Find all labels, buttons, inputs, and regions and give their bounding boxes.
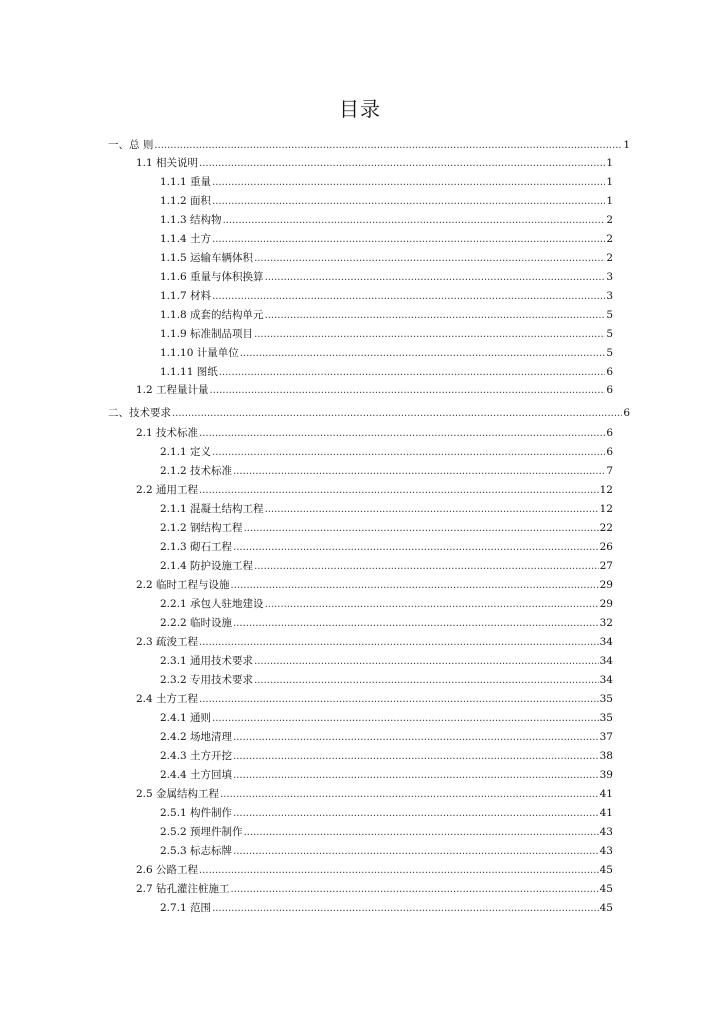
toc-leader-dots [199,426,605,442]
toc-entry-page-number: 34 [599,636,613,648]
toc-entry-label: 2.2.2 临时设施 [160,617,233,629]
toc-leader-dots [265,270,606,286]
toc-leader-dots [231,882,599,898]
toc-entry-page-number: 6 [606,427,613,439]
toc-entry[interactable] [160,615,613,631]
toc-entry[interactable] [136,634,613,650]
toc-entry[interactable] [160,558,613,574]
toc-entry[interactable] [160,653,613,669]
toc-entry[interactable] [136,155,613,171]
toc-entry[interactable] [160,174,613,190]
toc-leader-dots [254,251,605,267]
toc-entry-page-number: 43 [599,845,613,857]
toc-entry[interactable] [136,482,613,498]
toc-entry-label: 1.1.4 土方 [160,233,212,245]
toc-entry-page-number: 34 [599,655,613,667]
toc-entry-label: 2.5.2 预埋件制作 [160,826,243,838]
toc-entry[interactable] [160,463,613,479]
toc-entry-page-number: 35 [599,693,613,705]
toc-leader-dots [233,540,599,556]
toc-leader-dots [210,383,606,399]
toc-leader-dots [212,194,605,210]
toc-entry-label: 2.3 疏浚工程 [136,636,199,648]
toc-leader-dots [212,711,599,727]
toc-entry[interactable] [160,250,613,266]
toc-entry-page-number: 3 [606,271,613,283]
toc-entry-page-number: 35 [599,712,613,724]
toc-leader-dots [199,692,599,708]
toc-entry-page-number: 1 [606,157,613,169]
toc-entry[interactable] [160,843,613,859]
toc-leader-dots [254,673,599,689]
toc-entry[interactable] [160,520,613,536]
toc-entry-page-number: 12 [599,484,613,496]
toc-entry-label: 1.1.6 重量与体积换算 [160,271,264,283]
page-title: 目录 [339,97,381,121]
toc-entry-label: 1.1.5 运输车辆体积 [160,252,254,264]
toc-entry-label: 2.4.1 通则 [160,712,212,724]
toc-entry-page-number: 6 [623,407,630,419]
toc-entry-label: 2.2 临时工程与设施 [136,579,230,591]
toc-leader-dots [233,768,599,784]
toc-entry[interactable] [160,672,613,688]
toc-leader-dots [220,787,599,803]
toc-entry-page-number: 34 [599,674,613,686]
toc-entry[interactable] [160,212,613,228]
toc-entry[interactable] [160,326,613,342]
toc-entry-page-number: 2 [606,233,613,245]
toc-entry-page-number: 29 [599,579,613,591]
toc-entry-label: 1.1.11 图纸 [160,366,218,378]
toc-entry-page-number: 6 [606,446,613,458]
toc-entry-page-number: 29 [599,598,613,610]
toc-entry-page-number: 12 [599,503,613,515]
toc-entry-label: 2.2 通用工程 [136,484,199,496]
toc-entry[interactable] [160,748,613,764]
toc-entry[interactable] [160,729,613,745]
toc-entry-page-number: 5 [606,309,613,321]
toc-entry-label: 2.5.1 构件制作 [160,807,233,819]
toc-entry-page-number: 45 [599,864,613,876]
toc-leader-dots [240,346,606,362]
toc-entry-label: 2.5 金属结构工程 [136,788,220,800]
toc-entry-page-number: 22 [599,522,613,534]
toc-entry-page-number: 5 [606,347,613,359]
toc-leader-dots [254,654,599,670]
toc-entry-page-number: 26 [599,541,613,553]
toc-entry[interactable] [160,288,613,304]
toc-entry-label: 2.5.3 标志标牌 [160,845,233,857]
toc-entry-label: 2.1 技术标准 [136,427,199,439]
toc-leader-dots [219,365,606,381]
toc-leader-dots [233,749,599,765]
toc-entry[interactable] [108,137,630,153]
toc-leader-dots [199,156,605,172]
toc-entry-page-number: 41 [599,807,613,819]
toc-entry-label: 2.2.1 承包人驻地建设 [160,598,264,610]
toc-entry-page-number: 2 [606,252,613,264]
toc-entry-label: 1.1.10 计量单位 [160,347,239,359]
toc-entry[interactable] [136,691,613,707]
toc-entry-label: 2.3.1 通用技术要求 [160,655,254,667]
toc-entry[interactable] [160,596,613,612]
toc-leader-dots [233,844,599,860]
toc-entry[interactable] [160,444,613,460]
toc-entry-page-number: 1 [606,195,613,207]
toc-entry[interactable] [160,900,613,916]
toc-entry[interactable] [160,539,613,555]
toc-entry-page-number: 37 [599,731,613,743]
toc-entry-page-number: 43 [599,826,613,838]
toc-entry-label: 1.2 工程量计量 [136,384,209,396]
toc-entry-label: 一、总 则 [108,139,154,151]
toc-leader-dots [231,578,599,594]
toc-leader-dots [233,806,599,822]
toc-entry[interactable] [160,824,613,840]
toc-entry-page-number: 7 [606,465,613,477]
toc-entry-label: 2.1.1 定义 [160,446,212,458]
toc-entry[interactable] [160,805,613,821]
toc-entry[interactable] [136,425,613,441]
toc-leader-dots [212,232,605,248]
toc-leader-dots [265,308,606,324]
toc-entry[interactable] [160,767,613,783]
toc-entry[interactable] [108,405,630,421]
toc-entry[interactable] [160,193,613,209]
toc-entry[interactable] [136,786,613,802]
toc-entry-label: 1.1.2 面积 [160,195,212,207]
toc-leader-dots [233,730,599,746]
toc-entry-label: 1.1.3 结构物 [160,214,222,226]
toc-entry-page-number: 45 [599,883,613,895]
toc-entry[interactable] [160,231,613,247]
toc-leader-dots [212,175,605,191]
toc-entry-label: 1.1.8 成套的结构单元 [160,309,264,321]
toc-leader-dots [233,464,605,480]
toc-entry[interactable] [160,269,613,285]
toc-entry-page-number: 1 [606,176,613,188]
toc-leader-dots [244,521,599,537]
toc-leader-dots [212,901,599,917]
toc-entry[interactable] [160,501,613,517]
toc-entry-page-number: 32 [599,617,613,629]
toc-entry-page-number: 3 [606,290,613,302]
toc-leader-dots [212,445,605,461]
toc-entry-label: 2.1.2 钢结构工程 [160,522,243,534]
toc-entry-label: 2.7 钻孔灌注桩施工 [136,883,230,895]
toc-entry[interactable] [160,710,613,726]
toc-leader-dots [199,635,599,651]
toc-leader-dots [212,289,605,305]
toc-entry-label: 2.4 土方工程 [136,693,199,705]
toc-entry[interactable] [136,382,613,398]
toc-entry-label: 2.3.2 专用技术要求 [160,674,254,686]
toc-leader-dots [199,483,599,499]
toc-entry[interactable] [160,364,613,380]
toc-entry-label: 2.6 公路工程 [136,864,199,876]
toc-entry-label: 2.1.3 砌石工程 [160,541,233,553]
toc-entry-page-number: 27 [599,560,613,572]
toc-leader-dots [223,213,606,229]
toc-entry-page-number: 45 [599,902,613,914]
toc-entry[interactable] [136,862,613,878]
toc-entry-label: 2.1.1 混凝土结构工程 [160,503,264,515]
toc-leader-dots [154,138,622,154]
toc-leader-dots [233,616,599,632]
toc-entry-page-number: 1 [623,139,630,151]
toc-entry[interactable] [160,307,613,323]
toc-leader-dots [254,559,599,575]
toc-entry-label: 2.1.2 技术标准 [160,465,233,477]
toc-entry-label: 2.1.4 防护设施工程 [160,560,254,572]
toc-entry-label: 2.4.2 场地清理 [160,731,233,743]
toc-entry-label: 1.1.1 重量 [160,176,212,188]
toc-leader-dots [254,327,605,343]
toc-entry-page-number: 5 [606,328,613,340]
toc-leader-dots [265,597,599,613]
toc-leader-dots [265,502,599,518]
toc-entry[interactable] [136,881,613,897]
toc-entry-page-number: 2 [606,214,613,226]
toc-entry-label: 2.4.4 土方回填 [160,769,233,781]
toc-entry-page-number: 41 [599,788,613,800]
toc-entry-label: 1.1.9 标准制品项目 [160,328,254,340]
toc-entry[interactable] [160,345,613,361]
toc-entry-page-number: 39 [599,769,613,781]
toc-entry[interactable] [136,577,613,593]
toc-leader-dots [199,863,599,879]
toc-leader-dots [172,406,622,422]
toc-entry-label: 1.1.7 材料 [160,290,212,302]
toc-leader-dots [244,825,599,841]
toc-entry-page-number: 6 [606,384,613,396]
toc-entry-label: 2.4.3 土方开挖 [160,750,233,762]
toc-entry-page-number: 6 [606,366,613,378]
toc-entry-label: 2.7.1 范围 [160,902,212,914]
toc-entry-label: 1.1 相关说明 [136,157,199,169]
toc-entry-label: 二、技术要求 [108,407,171,419]
toc-entry-page-number: 38 [599,750,613,762]
